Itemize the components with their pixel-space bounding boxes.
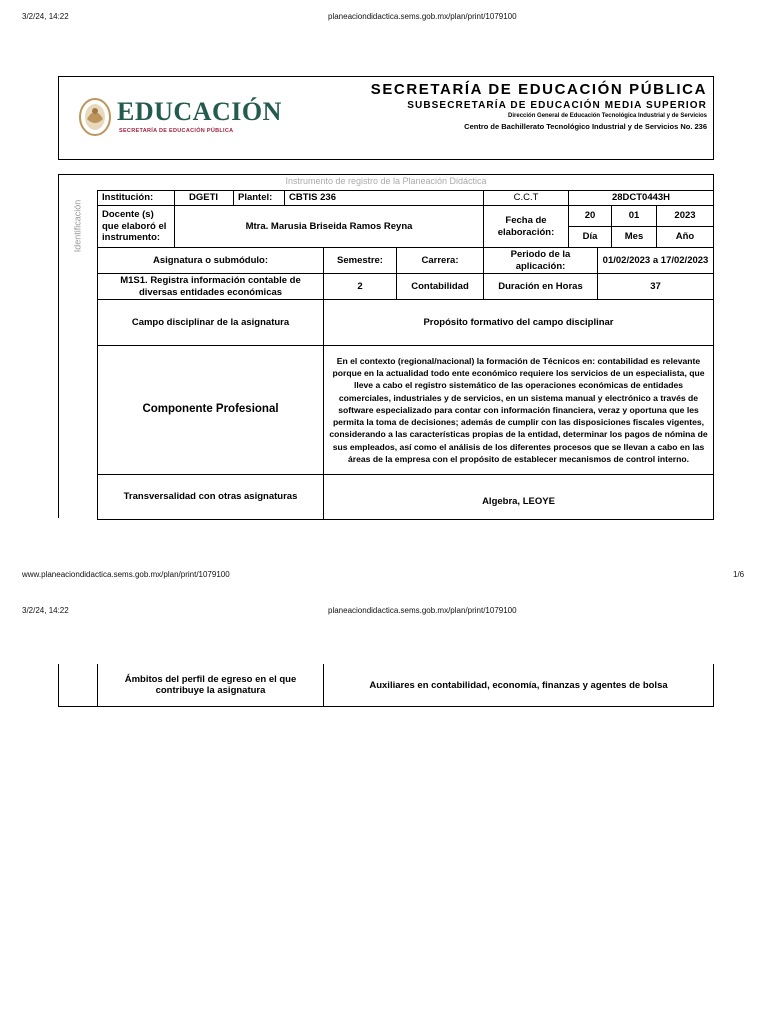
carrera-label: Carrera:: [396, 247, 484, 274]
ambitos-label: Ámbitos del perfil de egreso en el que contribuye la asignatura: [97, 664, 324, 707]
periodo-label: Periodo de la aplicación:: [483, 247, 598, 274]
cct-label: C.C.T: [483, 190, 569, 206]
semestre-value: 2: [323, 273, 397, 300]
print-datetime: 3/2/24, 14:22: [22, 12, 69, 21]
docente-label: Docente (s) que elaboró el instrumento:: [97, 205, 175, 248]
carrera-value: Contabilidad: [396, 273, 484, 300]
print-url: planeaciondidactica.sems.gob.mx/plan/print/1079100: [328, 606, 517, 615]
side-label: Identificación: [72, 199, 83, 253]
fecha-anio: 2023: [656, 205, 714, 227]
national-emblem-icon: [77, 95, 113, 139]
docente-value: Mtra. Marusia Briseida Ramos Reyna: [174, 205, 484, 248]
print-footer-url: www.planeaciondidactica.sems.gob.mx/plan/print/1079100: [22, 570, 230, 579]
semestre-label: Semestre:: [323, 247, 397, 274]
mes-label: Mes: [611, 226, 657, 248]
cct-value: 28DCT0443H: [568, 190, 714, 206]
print-datetime: 3/2/24, 14:22: [22, 606, 69, 615]
institucion-label: Institución:: [97, 190, 175, 206]
asignatura-label: Asignatura o submódulo:: [97, 247, 324, 274]
componente-value: Componente Profesional: [97, 345, 324, 475]
anio-label: Año: [656, 226, 714, 248]
duracion-value: 37: [597, 273, 714, 300]
fecha-mes: 01: [611, 205, 657, 227]
periodo-value: 01/02/2023 a 17/02/2023: [597, 247, 714, 274]
plantel-label: Plantel:: [233, 190, 285, 206]
header-subtitle: SUBSECRETARÍA DE EDUCACIÓN MEDIA SUPERIOR: [407, 100, 707, 111]
duracion-label: Duración en Horas: [483, 273, 598, 300]
section-title: Instrumento de registro de la Planeación Didáctica: [285, 176, 487, 186]
header-title: SECRETARÍA DE EDUCACIÓN PÚBLICA: [370, 81, 707, 98]
institucion-value: DGETI: [174, 190, 234, 206]
logo-subtitle: SECRETARÍA DE EDUCACIÓN PÚBLICA: [119, 128, 234, 134]
asignatura-value: M1S1. Registra información contable de diversas entidades económicas: [97, 273, 324, 300]
fecha-label: Fecha de elaboración:: [483, 205, 569, 248]
header-line2: Centro de Bachillerato Tecnológico Industrial y de Servicios No. 236: [464, 122, 707, 131]
fecha-dia: 20: [568, 205, 612, 227]
dia-label: Día: [568, 226, 612, 248]
ambitos-value: Auxiliares en contabilidad, economía, finanzas y agentes de bolsa: [323, 664, 714, 707]
letterhead: [58, 76, 714, 160]
campo-label: Campo disciplinar de la asignatura: [97, 299, 324, 346]
logo-word: EDUCACIÓN: [117, 97, 282, 126]
proposito-label: Propósito formativo del campo disciplinar: [323, 299, 714, 346]
print-url: planeaciondidactica.sems.gob.mx/plan/print/1079100: [328, 12, 517, 21]
transversalidad-label: Transversalidad con otras asignaturas: [97, 474, 324, 520]
print-page-counter: 1/6: [733, 570, 745, 579]
proposito-text: En el contexto (regional/nacional) la formación de Técnicos en: contabilidad es relevante porque en la actualidad todo ente económico requiere los servicios de un especialista, que lleve a cabo el registro sistemático de las operaciones económicas de entidades comerciales, industriales y de servicios, en un sistema manual y electrónico a través de software especializado para contar con información financiera, veraz y oportuna que les permita la toma de decisiones; además de cumplir con las disposiciones fiscales vigentes, considerando a las características propias de la entidad, determinar los pagos de nómina de sus empleados, así como el análisis de los diferentes procesos que se llevan a cabo en las áreas de la empresa con el propósito de establecer mecanismos de control interno.: [323, 345, 714, 475]
transversalidad-value: Algebra, LEOYE: [323, 474, 714, 520]
plantel-value: CBTIS 236: [284, 190, 484, 206]
header-line1: Dirección General de Educación Tecnológica Industrial y de Servicios: [508, 113, 707, 119]
